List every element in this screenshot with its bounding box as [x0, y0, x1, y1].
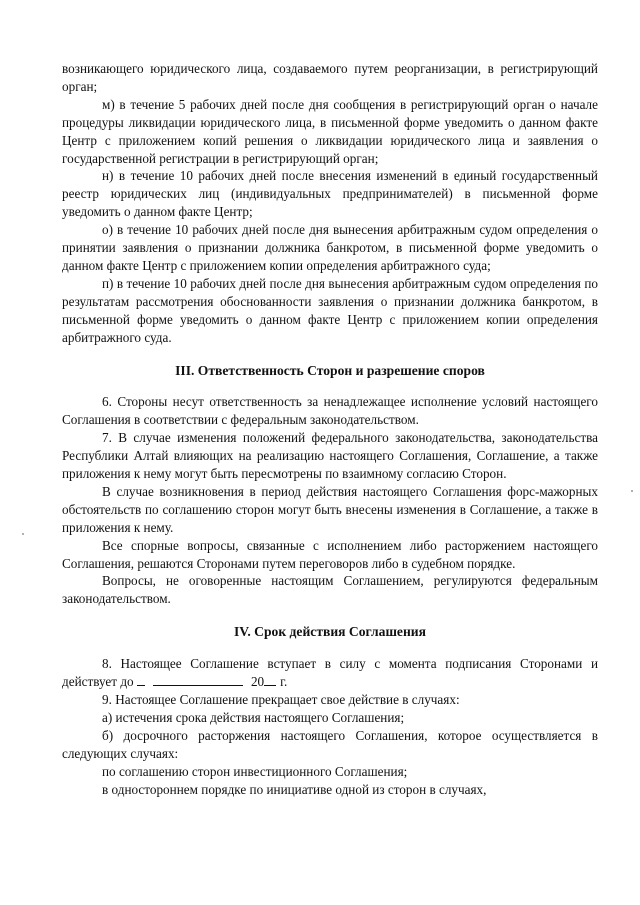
- paragraph-disputes: Все спорные вопросы, связанные с исполнением либо расторжением настоящего Соглашения, решаются Сторонами путем переговоров либо в судебном порядке.: [62, 537, 598, 571]
- paragraph-9-b-2: в одностороннем порядке по инициативе одной из сторон в случаях,: [102, 781, 487, 797]
- paragraph-force-majeure: В случае возникновения в период действия настоящего Соглашения форс-мажорных обстоятельств по соглашению сторон могут быть внесены изменения в Соглашение, а также в приложения к нему.: [62, 483, 598, 535]
- paragraph-9-a: а) истечения срока действия настоящего Соглашения;: [102, 709, 405, 725]
- paragraph-o: о) в течение 10 рабочих дней после дня вынесения арбитражным судом определения о принятии заявления о признании должника банкротом, в письменной форме уведомить о данном факте Центр с приложением копии определения арбитражного суда;: [62, 222, 598, 273]
- paragraph-6: 6. Стороны несут ответственность за ненадлежащее исполнение условий настоящего Соглашения в соответствии с федеральным законодательством.: [62, 394, 598, 428]
- section-4-heading: IV. Срок действия Соглашения: [234, 624, 426, 640]
- spacer: [62, 608, 598, 623]
- paragraph-9: 9. Настоящее Соглашение прекращает свое действие в случаях:: [102, 692, 460, 707]
- paragraph-p: п) в течение 10 рабочих дней после дня вынесения арбитражным судом определения по результатам рассмотрения обоснованности заявления о признании должника банкротом, в письменной форме уведомить о данном факте Центр с приложением копии определения арбитражного суда.: [62, 275, 598, 345]
- paragraph-8-text: 8. Настоящее Соглашение вступает в силу с момента подписания Сторонами и действует до: [62, 656, 598, 690]
- section-3-heading: III. Ответственность Сторон и разрешение споров: [175, 362, 485, 378]
- paragraph-other-questions: Вопросы, не оговоренные настоящим Соглашением, регулируются федеральным законодательством.: [62, 573, 598, 607]
- paragraph-m: м) в течение 5 рабочих дней после дня сообщения в регистрирующий орган о начале процедуры ликвидации юридического лица, в письменной форме уведомить о данном факте Центр с приложением копий решения о ликвидации юридического лица и заявления о государственной регистрации в регистрирующий орган;: [62, 96, 598, 166]
- scan-speck: [22, 533, 24, 535]
- paragraph-l-tail: возникающего юридического лица, создаваемого путем реорганизации, в регистрирующий орган;: [62, 61, 598, 94]
- spacer: [62, 641, 598, 655]
- date-year-prefix: 20: [250, 674, 265, 690]
- paragraph-n: н) в течение 10 рабочих дней после внесения изменений в единый государственный реестр юридических лиц (индивидуальных предпринимателей) в письменной форме уведомить о данном факте Центр;: [62, 168, 598, 220]
- date-year-suffix: г.: [280, 674, 288, 690]
- paragraph-9-b-1: по соглашению сторон инвестиционного Соглашения;: [102, 763, 408, 779]
- paragraph-7: 7. В случае изменения положений федерального законодательства, законодательства Республики Алтай влияющих на реализацию настоящего Соглашения, Соглашение, а также приложения к нему могут быть пересмотрены по взаимному согласию Сторон.: [62, 430, 598, 482]
- spacer: [62, 379, 598, 393]
- date-month-blank: [153, 673, 243, 686]
- date-year-blank: [264, 673, 276, 686]
- paragraph-9-b: б) досрочного расторжения настоящего Соглашения, которое осуществляется в следующих случаях:: [62, 727, 598, 761]
- spacer: [62, 347, 598, 362]
- paragraph-8: [62, 655, 598, 691]
- date-day-blank: [137, 673, 145, 686]
- scan-speck: [631, 490, 633, 492]
